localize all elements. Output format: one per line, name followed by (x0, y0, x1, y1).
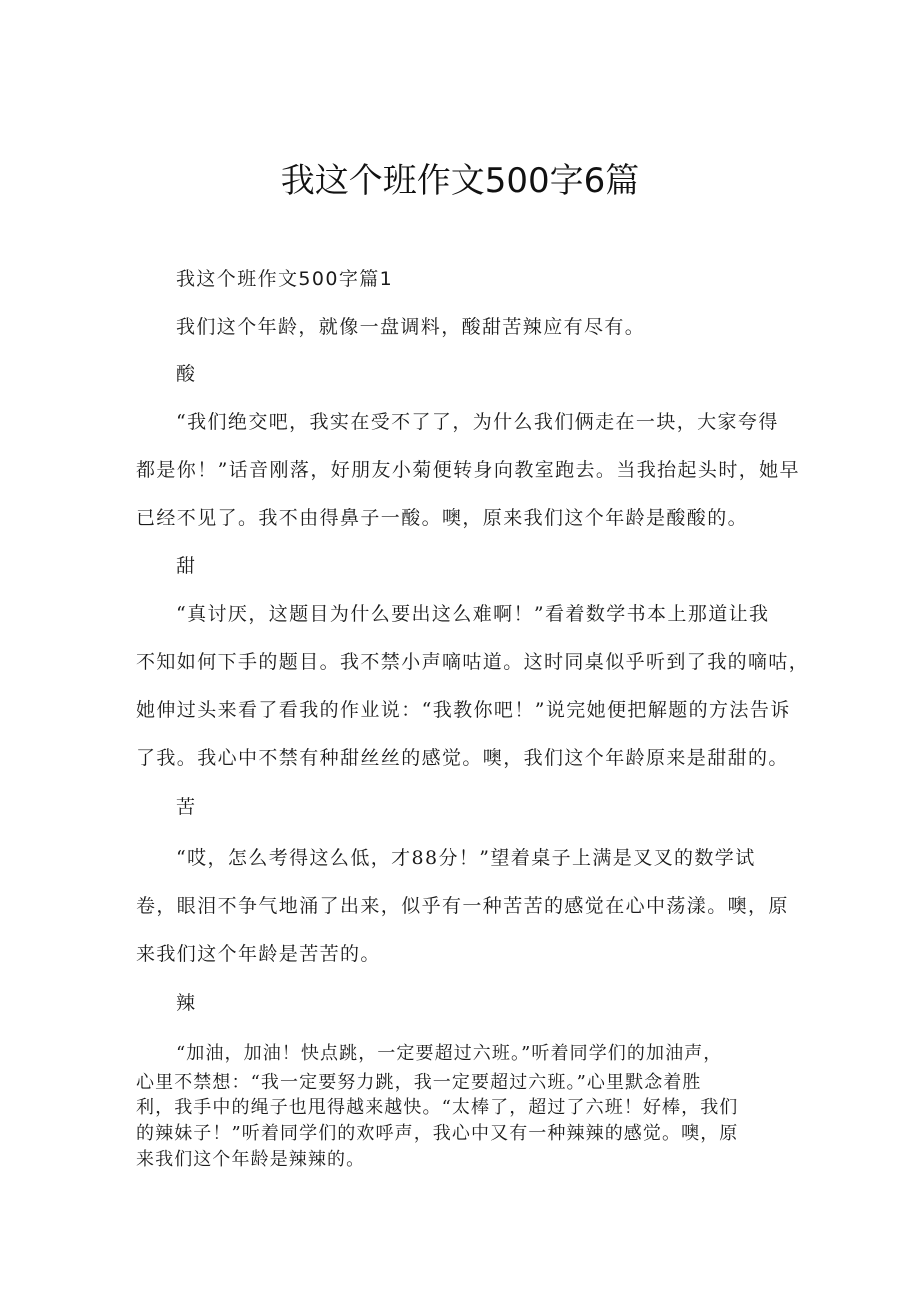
section-heading-sour: 酸 (176, 363, 197, 385)
paragraph-line: 来我们这个年龄是辣辣的。 (136, 1149, 366, 1170)
paragraph-line: 来我们这个年龄是苦苦的。 (136, 943, 381, 965)
paragraph-line: “加油，加油！快点跳，一定要超过六班。”听着同学们的加油声， (176, 1043, 723, 1064)
section-heading-spicy: 辣 (176, 992, 197, 1014)
paragraph-line: 她伸过头来看了看我的作业说：“我教你吧！”说完她便把解题的方法告诉 (136, 699, 791, 721)
paragraph-line: 已经不见了。我不由得鼻子一酸。噢，原来我们这个年龄是酸酸的。 (136, 507, 749, 529)
paragraph-line: 心里不禁想：“我一定要努力跳，我一定要超过六班。”心里默念着胜 (136, 1072, 702, 1093)
paragraph-line: “我们绝交吧，我实在受不了了，为什么我们俩走在一块，大家夸得 (176, 411, 779, 433)
paragraph-line: “真讨厌，这题目为什么要出这么难啊！”看着数学书本上那道让我 (176, 603, 770, 625)
paragraph-line: 利，我手中的绳子也甩得越来越快。“太棒了，超过了六班！好棒，我们 (136, 1097, 739, 1118)
document-title: 我这个班作文500字6篇 (280, 161, 640, 201)
paragraph-line: “哎，怎么考得这么低，才88分！”望着桌子上满是叉叉的数学试 (176, 847, 756, 869)
paragraph-line: 都是你！”话音刚落，好朋友小菊便转身向教室跑去。当我抬起头时，她早 (136, 459, 800, 481)
section-heading-bitter: 苦 (176, 796, 197, 818)
paragraph-line: 卷，眼泪不争气地涌了出来，似乎有一种苦苦的感觉在心中荡漾。噢，原 (136, 895, 789, 917)
paragraph-line: 不知如何下手的题目。我不禁小声嘀咕道。这时同桌似乎听到了我的嘀咕， (136, 651, 810, 673)
paragraph-line: 的辣妹子！”听着同学们的欢呼声，我心中又有一种辣辣的感觉。噢，原 (136, 1123, 739, 1144)
paragraph-line: 了我。我心中不禁有种甜丝丝的感觉。噢，我们这个年龄原来是甜甜的。 (136, 747, 789, 769)
section-heading-sweet: 甜 (176, 555, 197, 577)
intro-paragraph: 我们这个年龄，就像一盘调料，酸甜苦辣应有尽有。 (176, 316, 646, 338)
essay-subtitle: 我这个班作文500字篇1 (176, 268, 394, 290)
